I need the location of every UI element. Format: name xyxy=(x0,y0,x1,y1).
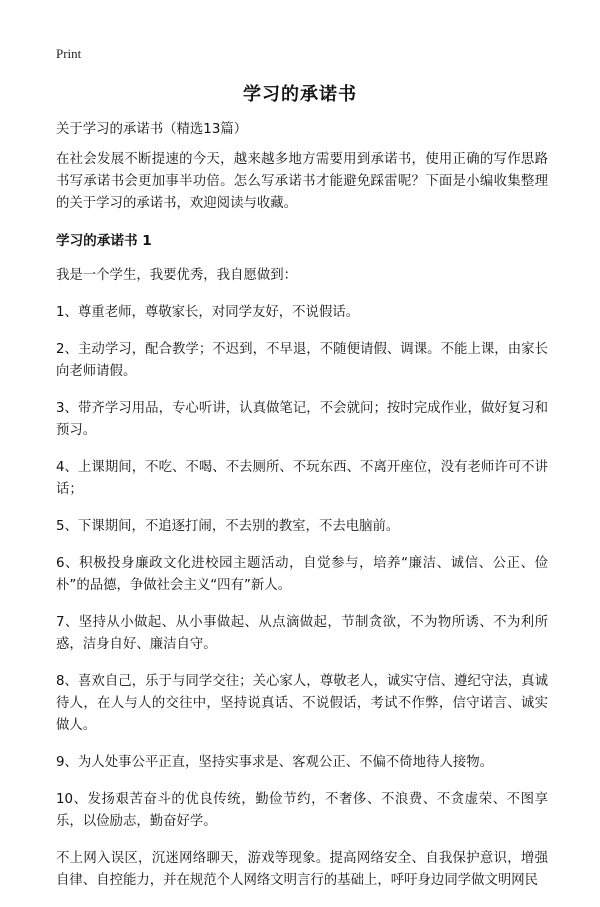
intro-paragraph: 在社会发展不断提速的今天，越来越多地方需要用到承诺书，使用正确的写作思路书写承诺书会更加事半功倍。怎么写承诺书才能避免踩雷呢？下面是小编收集整理的关于学习的承诺书，欢迎阅读与收藏。 xyxy=(56,152,548,211)
list-item: 不上网入误区，沉迷网络聊天，游戏等现象。提高网络安全、自我保护意识，增强自律、自控能力，并在规范个人网络文明言行的基础上，呼吁身边同学做文明网民 xyxy=(56,851,548,888)
document-title: 学习的承诺书 xyxy=(243,84,357,105)
list-item: 1、尊重老师，尊敬家长，对同学友好，不说假话。 xyxy=(56,305,360,320)
list-item: 7、坚持从小做起、从小事做起、从点滴做起，节制贪欲，不为物所诱、不为利所惑，洁身自好、廉洁自守。 xyxy=(56,615,548,652)
document-subtitle: 关于学习的承诺书（精选13篇） xyxy=(56,122,248,137)
list-item: 9、为人处事公平正直，坚持实事求是、客观公正、不偏不倚地待人接物。 xyxy=(56,755,494,770)
list-item: 5、下课期间，不追逐打闹，不去别的教室，不去电脑前。 xyxy=(56,519,400,534)
document-body xyxy=(56,119,548,907)
opening-paragraph: 我是一个学生，我要优秀，我自愿做到： xyxy=(56,268,298,283)
section-heading: 学习的承诺书 1 xyxy=(56,233,152,249)
print-label: Print xyxy=(56,46,82,61)
list-item: 6、积极投身廉政文化进校园主题活动，自觉参与，培养“廉洁、诚信、公正、俭朴”的品德，争做社会主义“四有”新人。 xyxy=(56,556,548,593)
list-item: 3、带齐学习用品，专心听讲，认真做笔记，不会就问；按时完成作业，做好复习和预习。 xyxy=(56,401,548,438)
list-item: 10、发扬艰苦奋斗的优良传统，勤俭节约，不奢侈、不浪费、不贪虚荣、不图享乐，以俭励志，勤奋好学。 xyxy=(56,792,548,829)
list-item: 8、喜欢自己，乐于与同学交往；关心家人，尊敬老人，诚实守信、遵纪守法，真诚待人，在人与人的交往中，坚持说真话、不说假话，考试不作弊，信守诺言、诚实做人。 xyxy=(56,674,548,733)
list-item: 2、主动学习，配合教学；不迟到，不早退，不随便请假、调课。不能上课，由家长向老师请假。 xyxy=(56,342,548,379)
list-item: 4、上课期间，不吃、不喝、不去厕所、不玩东西、不离开座位，没有老师许可不讲话； xyxy=(56,460,548,497)
